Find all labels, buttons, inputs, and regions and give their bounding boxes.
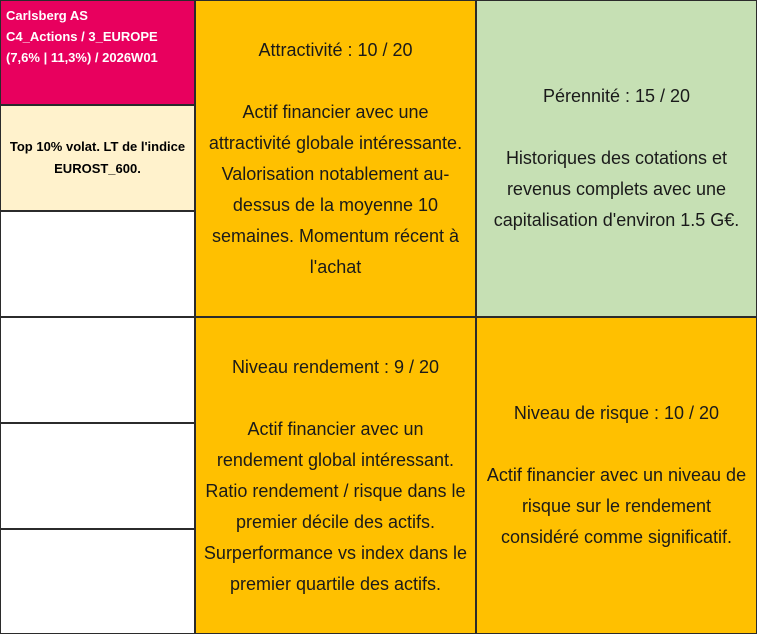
rendement-cell xyxy=(195,317,476,634)
attractivite-title: Attractivité : 10 / 20 xyxy=(258,39,413,60)
header-cell xyxy=(0,0,195,105)
rendement-description: Actif financier avec un rendement global intéressant. Ratio rendement / risque dans le premier décile des actifs. Surperformance vs index dans le premier quartile des actifs. xyxy=(203,418,468,594)
category-label: C4_Actions / 3_EUROPE xyxy=(6,29,158,44)
blank-cell xyxy=(0,211,195,317)
attractivite-cell xyxy=(195,0,476,317)
company-name: Carlsberg AS xyxy=(6,8,88,23)
stats-label: (7,6% | 11,3%) / 2026W01 xyxy=(6,50,158,65)
blank-cell xyxy=(0,423,195,529)
rendement-title: Niveau rendement : 9 / 20 xyxy=(231,356,440,377)
perennite-title: Pérennité : 15 / 20 xyxy=(542,86,691,106)
risque-description: Actif financier avec un niveau de risque sur le rendement considéré comme significatif. xyxy=(486,465,747,547)
perennite-cell xyxy=(476,0,757,317)
attractivite-description: Actif financier avec une attractivité globale intéressante. Valorisation notablement au- dessus de la moyenne 10 semaines. Momentum récent à l'achat xyxy=(208,101,463,277)
note-cell xyxy=(0,105,195,211)
perennite-description: Historiques des cotations et revenus complets avec une capitalisation d'environ 1.5 G€. xyxy=(493,148,740,230)
risque-cell xyxy=(476,317,757,634)
risque-title: Niveau de risque : 10 / 20 xyxy=(513,403,720,423)
blank-cell xyxy=(0,317,195,423)
volatility-note: Top 10% volat. LT de l'indice EUROST_600. xyxy=(9,139,186,176)
blank-cell xyxy=(0,529,195,634)
